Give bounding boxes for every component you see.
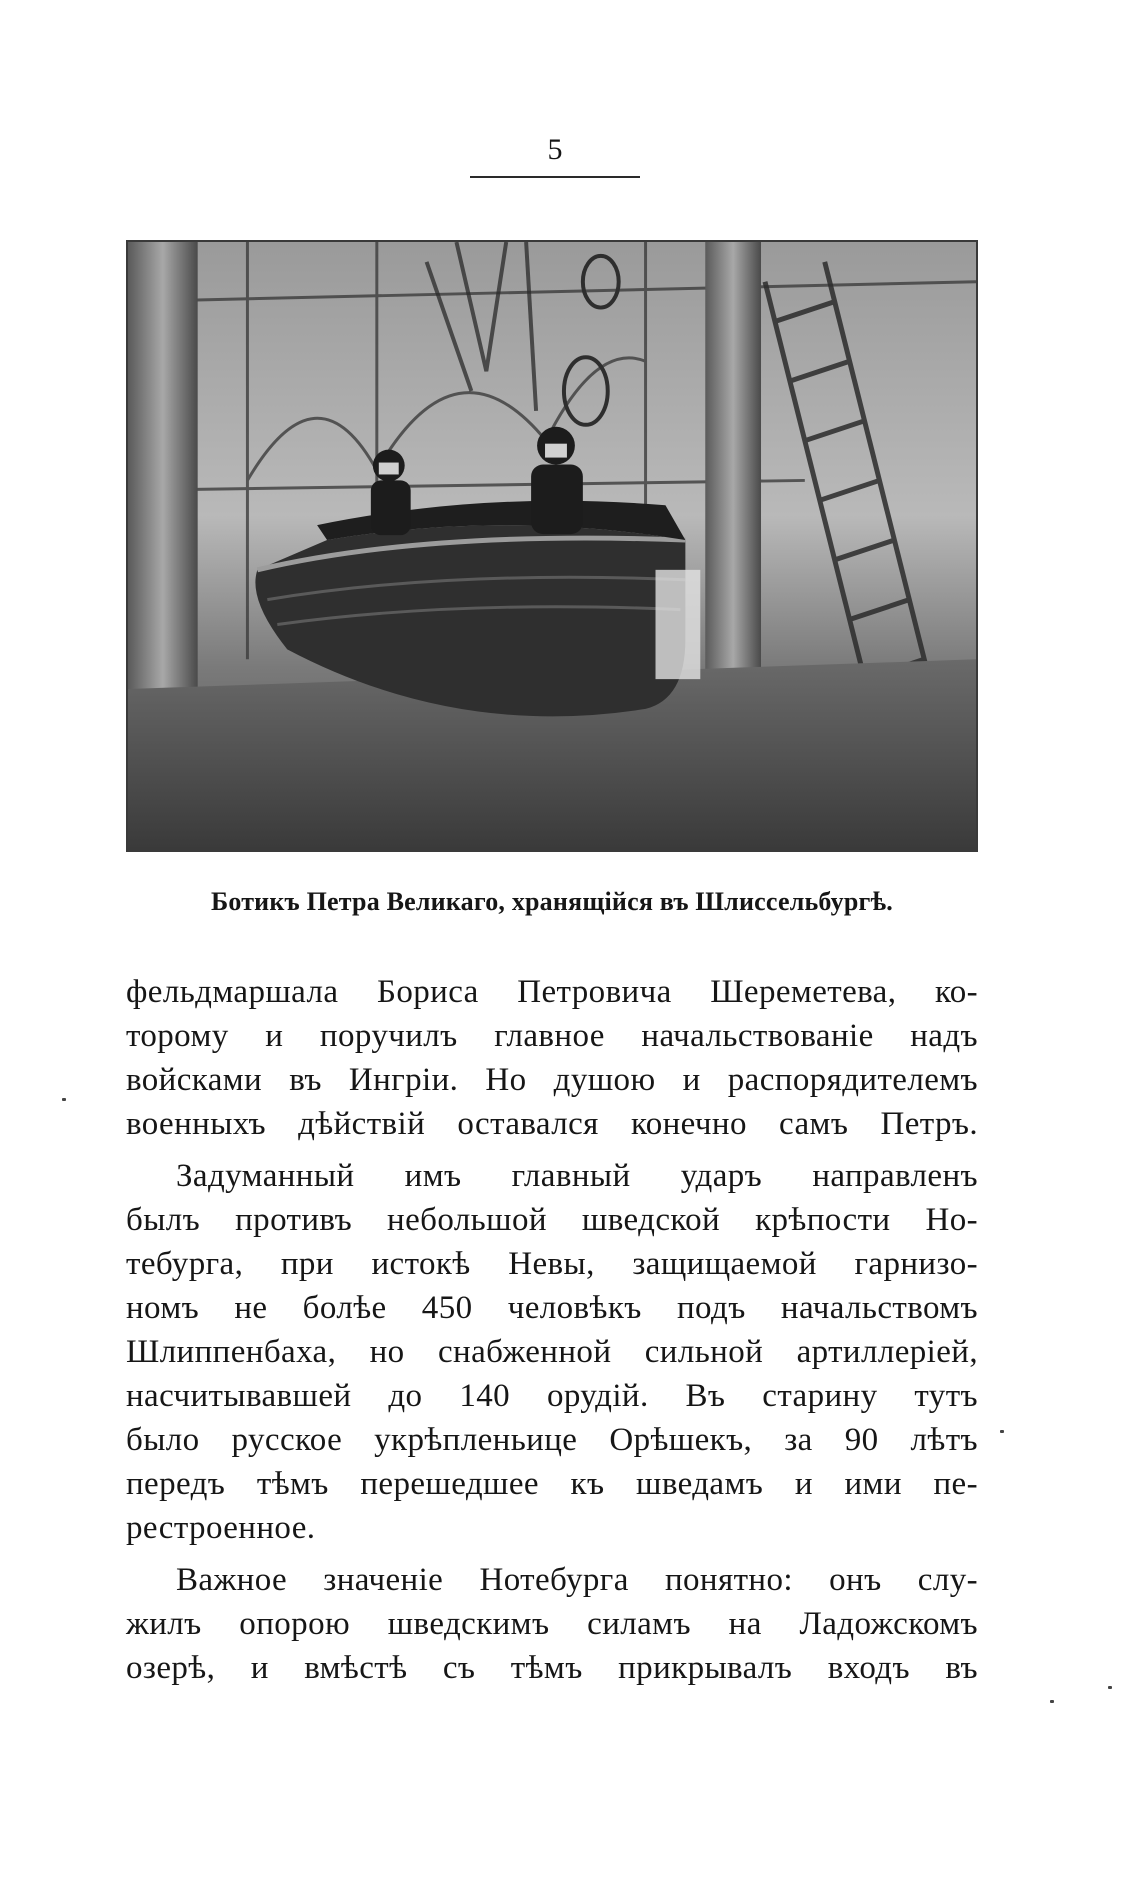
- scan-speck: [1000, 1430, 1004, 1433]
- text-line: передъ тѣмъ перешедшее къ шведамъ и ими пе-: [126, 1466, 978, 1502]
- scan-speck: [1050, 1700, 1054, 1703]
- paragraph-2: [126, 1154, 978, 1550]
- text-line: былъ противъ небольшой шведской крѣпости Но-: [126, 1202, 978, 1238]
- text-line: фельдмаршала Бориса Петровича Шереметева, ко-: [126, 974, 978, 1010]
- text-line: Важное значеніе Нотебурга понятно: онъ слу-: [176, 1562, 978, 1598]
- scan-speck: [62, 1098, 66, 1101]
- paragraph-3: [126, 1558, 978, 1690]
- page-number-rule: [470, 176, 640, 178]
- text-line: военныхъ дѣйствій оставался конечно самъ Петръ.: [126, 1106, 978, 1142]
- scan-speck: [1108, 1686, 1112, 1689]
- text-line: торому и поручилъ главное начальствованіе надъ: [126, 1018, 978, 1054]
- figure-caption: Ботикъ Петра Великаго, хранящійся въ Шлиссельбургѣ.: [210, 887, 894, 916]
- page-number: 5: [547, 133, 563, 166]
- text-line: тебурга, при истокѣ Невы, защищаемой гарнизо-: [126, 1246, 978, 1282]
- body-text: [126, 970, 978, 1698]
- paragraph-1: [126, 970, 978, 1146]
- halftone-photo: [128, 242, 976, 850]
- text-line: было русское укрѣпленьице Орѣшекъ, за 90 лѣтъ: [126, 1422, 978, 1458]
- text-line: озерѣ, и вмѣстѣ съ тѣмъ прикрывалъ входъ въ: [126, 1650, 978, 1686]
- text-line: войсками въ Ингріи. Но душою и распорядителемъ: [126, 1062, 978, 1098]
- text-line: номъ не болѣе 450 человѣкъ подъ начальствомъ: [126, 1290, 978, 1326]
- text-line: Задуманный имъ главный ударъ направленъ: [176, 1158, 978, 1194]
- text-line: рестроенное.: [126, 1510, 316, 1546]
- text-line: насчитывавшей до 140 орудій. Въ старину тутъ: [126, 1378, 978, 1414]
- text-line: жилъ опорою шведскимъ силамъ на Ладожскомъ: [126, 1606, 978, 1642]
- text-line: Шлиппенбаха, но снабженной сильной артиллеріей,: [126, 1334, 978, 1370]
- photo-boat-of-peter-the-great: [126, 240, 978, 852]
